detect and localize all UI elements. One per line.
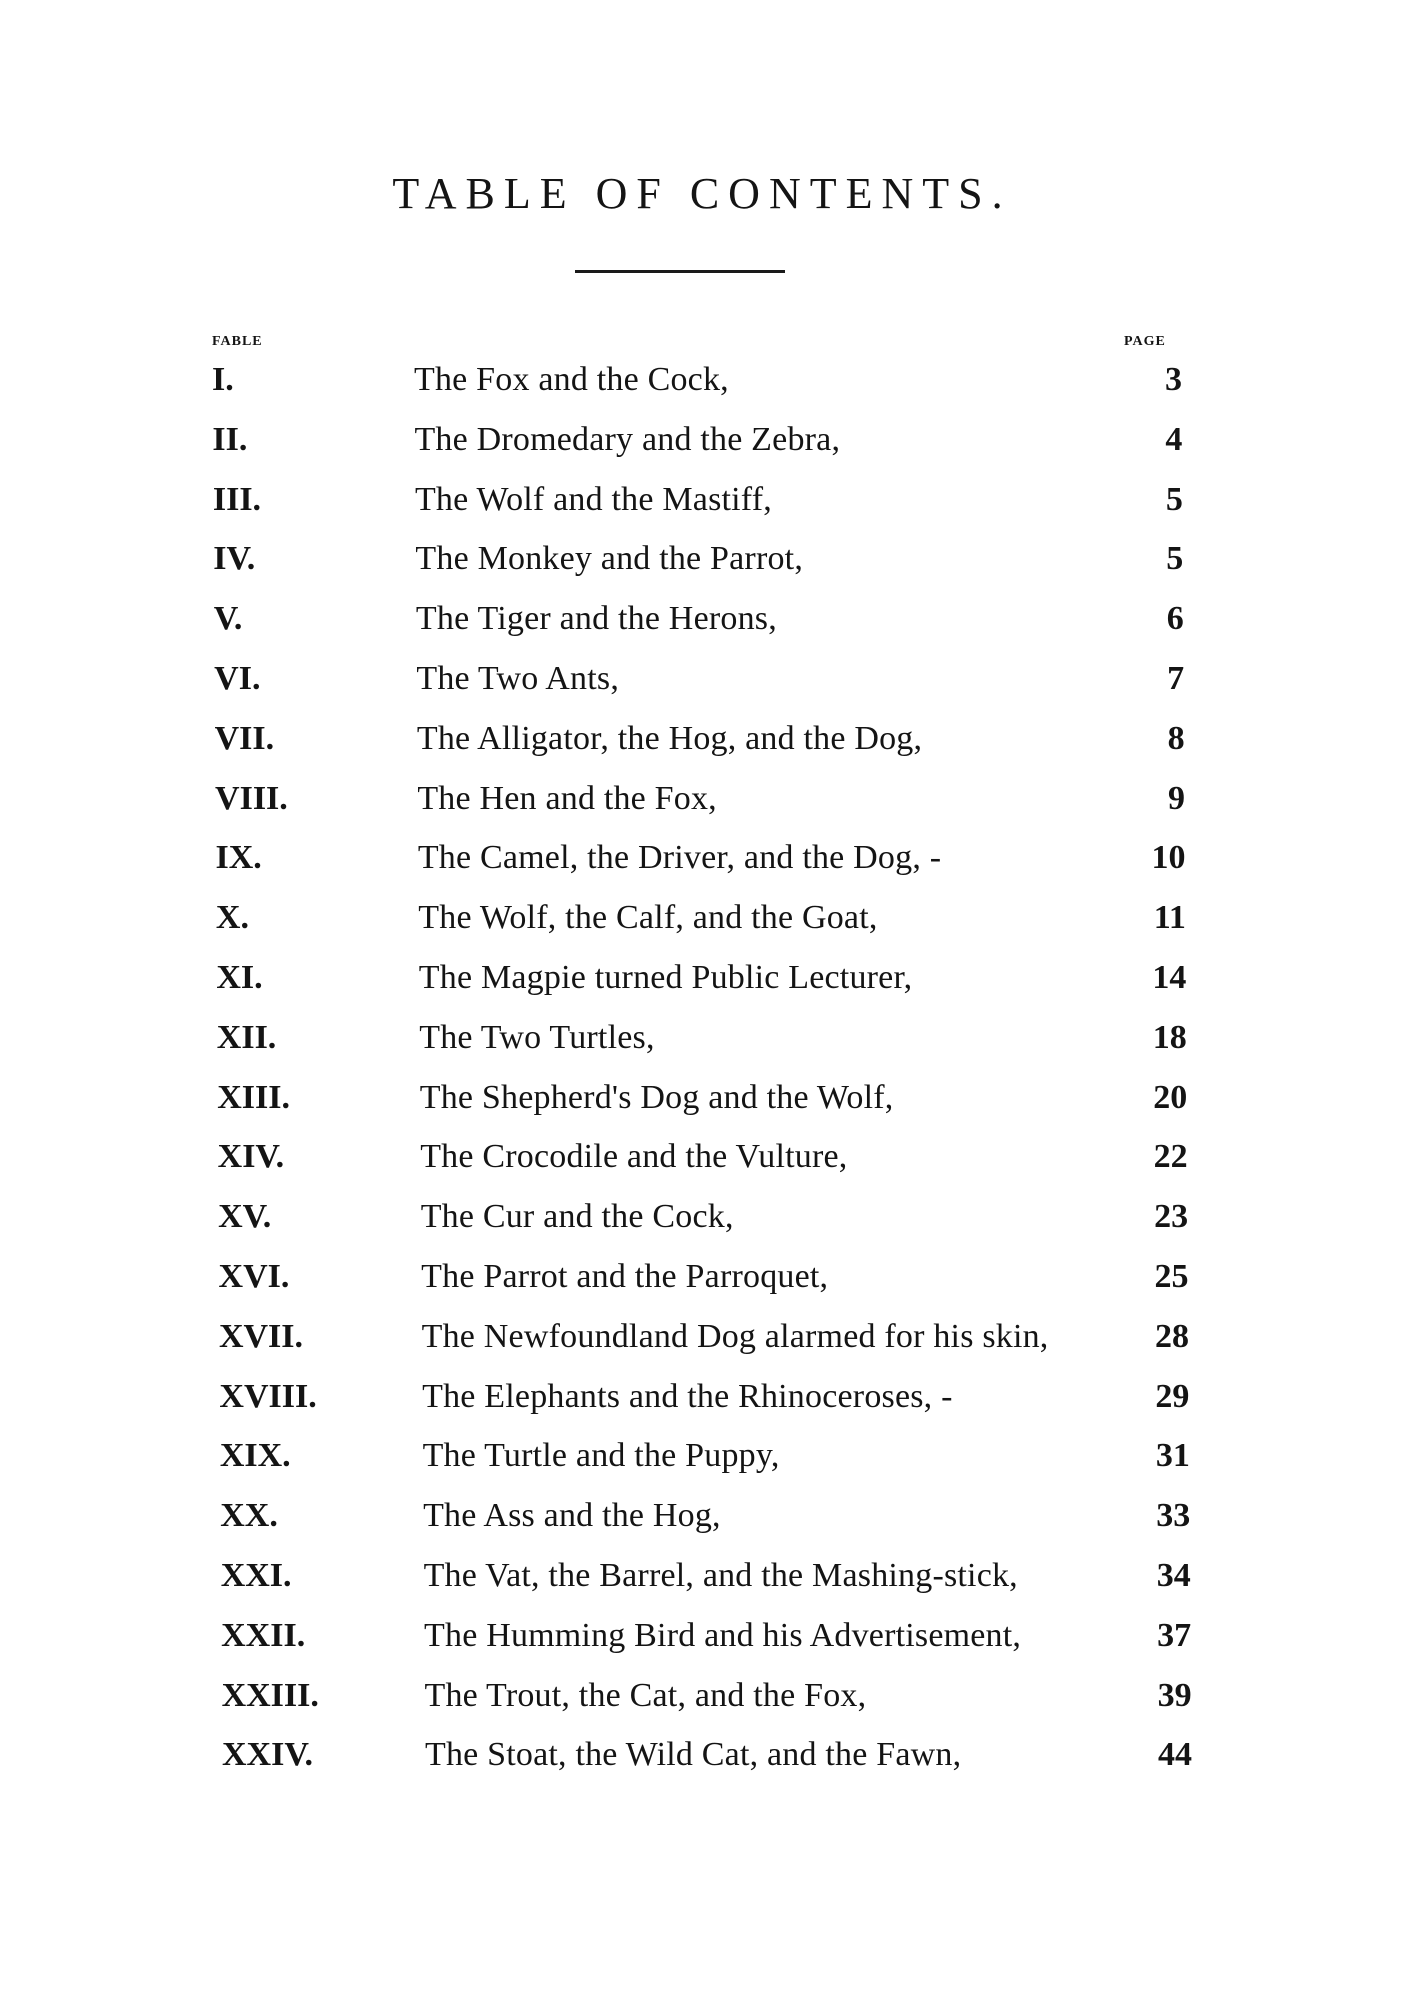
fable-title: The Vat, the Barrel, and the Mashing-stick,: [423, 1557, 1018, 1594]
fable-numeral: IV.: [213, 540, 256, 578]
fable-title: The Elephants and the Rhinoceroses, -: [422, 1377, 953, 1415]
fable-title: The Wolf, the Calf, and the Goat,: [418, 899, 878, 937]
fable-numeral: XXI.: [220, 1557, 292, 1594]
fable-numeral: XIV.: [217, 1138, 285, 1176]
fable-title: The Ass and the Hog,: [423, 1497, 721, 1535]
fable-numeral: XIX.: [219, 1437, 291, 1475]
page-number: 37: [1157, 1616, 1192, 1654]
page-number: 25: [1154, 1258, 1189, 1295]
contents-entry: [0, 1725, 1404, 1785]
page-number: 20: [1153, 1078, 1188, 1116]
fable-title: The Turtle and the Puppy,: [422, 1437, 780, 1475]
contents-entry: [0, 1307, 1404, 1367]
page-column-header: PAGE: [1124, 334, 1166, 349]
contents-entry: [0, 1187, 1404, 1247]
fable-title: The Wolf and the Mastiff,: [414, 480, 772, 518]
fable-title: The Camel, the Driver, and the Dog, -: [417, 839, 942, 877]
contents-entry: [0, 948, 1404, 1008]
fable-numeral: VII.: [214, 719, 275, 757]
contents-entry: [0, 350, 1404, 410]
page-number: 44: [1158, 1736, 1192, 1774]
contents-entry: [0, 1247, 1404, 1307]
fable-numeral: XV.: [218, 1198, 272, 1236]
page-number: 29: [1155, 1377, 1190, 1415]
page-number: 28: [1154, 1317, 1189, 1355]
page-number: 33: [1156, 1497, 1191, 1535]
contents-entry: [0, 1606, 1404, 1666]
page-number: 22: [1153, 1138, 1188, 1176]
fable-title: The Alligator, the Hog, and the Dog,: [416, 719, 923, 757]
fable-numeral: XVIII.: [219, 1377, 317, 1415]
fable-numeral: VIII.: [215, 779, 288, 817]
fable-title: The Crocodile and the Vulture,: [420, 1138, 848, 1176]
page-number: 7: [1167, 660, 1185, 697]
fable-numeral: I.: [212, 361, 234, 398]
fable-title: The Stoat, the Wild Cat, and the Fawn,: [425, 1736, 962, 1774]
fable-title: The Parrot and the Parroquet,: [421, 1258, 829, 1295]
fable-numeral: XX.: [220, 1497, 278, 1535]
fable-numeral: X.: [215, 899, 249, 937]
fable-numeral: V.: [213, 600, 243, 638]
fable-title: The Shepherd's Dog and the Wolf,: [419, 1078, 894, 1116]
contents-entry: [0, 470, 1404, 530]
fable-title: The Dromedary and the Zebra,: [414, 420, 841, 458]
title-rule: [575, 270, 785, 273]
page-number: 10: [1151, 839, 1186, 877]
page-number: 5: [1166, 540, 1184, 578]
page-title: TABLE OF CONTENTS.: [392, 169, 1012, 218]
page-number: 6: [1166, 600, 1184, 638]
fable-numeral: XII.: [216, 1018, 277, 1056]
page-number: 34: [1156, 1557, 1191, 1594]
contents-entry: [0, 1008, 1404, 1068]
fable-numeral: XIII.: [217, 1078, 290, 1116]
fable-numeral: II.: [212, 420, 248, 458]
page-number: 18: [1152, 1018, 1187, 1056]
fable-title: The Monkey and the Parrot,: [415, 540, 804, 578]
fable-title: The Magpie turned Public Lecturer,: [418, 959, 913, 996]
fable-title: The Newfoundland Dog alarmed for his skin,: [421, 1317, 1049, 1355]
contents-entry: [0, 828, 1404, 888]
page-number: 8: [1167, 719, 1185, 757]
fable-numeral: XXIII.: [221, 1676, 319, 1714]
fable-title: The Trout, the Cat, and the Fox,: [424, 1676, 867, 1714]
fable-title: The Two Turtles,: [419, 1018, 655, 1056]
contents-entry: [0, 1068, 1404, 1128]
fable-title: The Humming Bird and his Advertisement,: [424, 1616, 1022, 1654]
contents-entry: [0, 649, 1404, 709]
page-number: 11: [1153, 899, 1186, 937]
page-number: 5: [1165, 480, 1183, 518]
contents-entry: [0, 1666, 1404, 1726]
contents-entry: [0, 1127, 1404, 1187]
fable-numeral: III.: [212, 480, 262, 518]
page-number: 3: [1165, 361, 1182, 398]
fable-numeral: XXIV.: [222, 1736, 314, 1774]
page-number: 31: [1155, 1437, 1190, 1475]
contents-entry: [0, 410, 1404, 470]
fable-title: The Hen and the Fox,: [417, 779, 717, 817]
fable-title: The Fox and the Cock,: [414, 361, 729, 398]
page-number: 23: [1154, 1198, 1189, 1236]
contents-entry: [0, 888, 1404, 948]
fable-numeral: XVI.: [218, 1258, 290, 1295]
contents-entry: [0, 589, 1404, 649]
page-number: 4: [1165, 420, 1183, 458]
contents-entry: [0, 1546, 1404, 1606]
contents-entry: [0, 1367, 1404, 1427]
fable-numeral: XVII.: [218, 1317, 304, 1355]
contents-entry: [0, 709, 1404, 769]
fable-column-header: FABLE: [212, 334, 263, 349]
fable-title: The Two Ants,: [416, 660, 620, 697]
contents-entry: [0, 529, 1404, 589]
fable-numeral: IX.: [215, 839, 262, 877]
fable-numeral: XXII.: [221, 1616, 306, 1654]
page-number: 39: [1157, 1676, 1192, 1714]
fable-numeral: VI.: [214, 660, 261, 697]
page-number: 9: [1168, 779, 1186, 817]
page-number: 14: [1152, 959, 1187, 996]
fable-numeral: XI.: [216, 959, 263, 996]
contents-entry: [0, 1426, 1404, 1486]
contents-entry: [0, 769, 1404, 829]
contents-entry: [0, 1486, 1404, 1546]
fable-title: The Cur and the Cock,: [420, 1198, 734, 1236]
fable-title: The Tiger and the Herons,: [415, 600, 777, 638]
